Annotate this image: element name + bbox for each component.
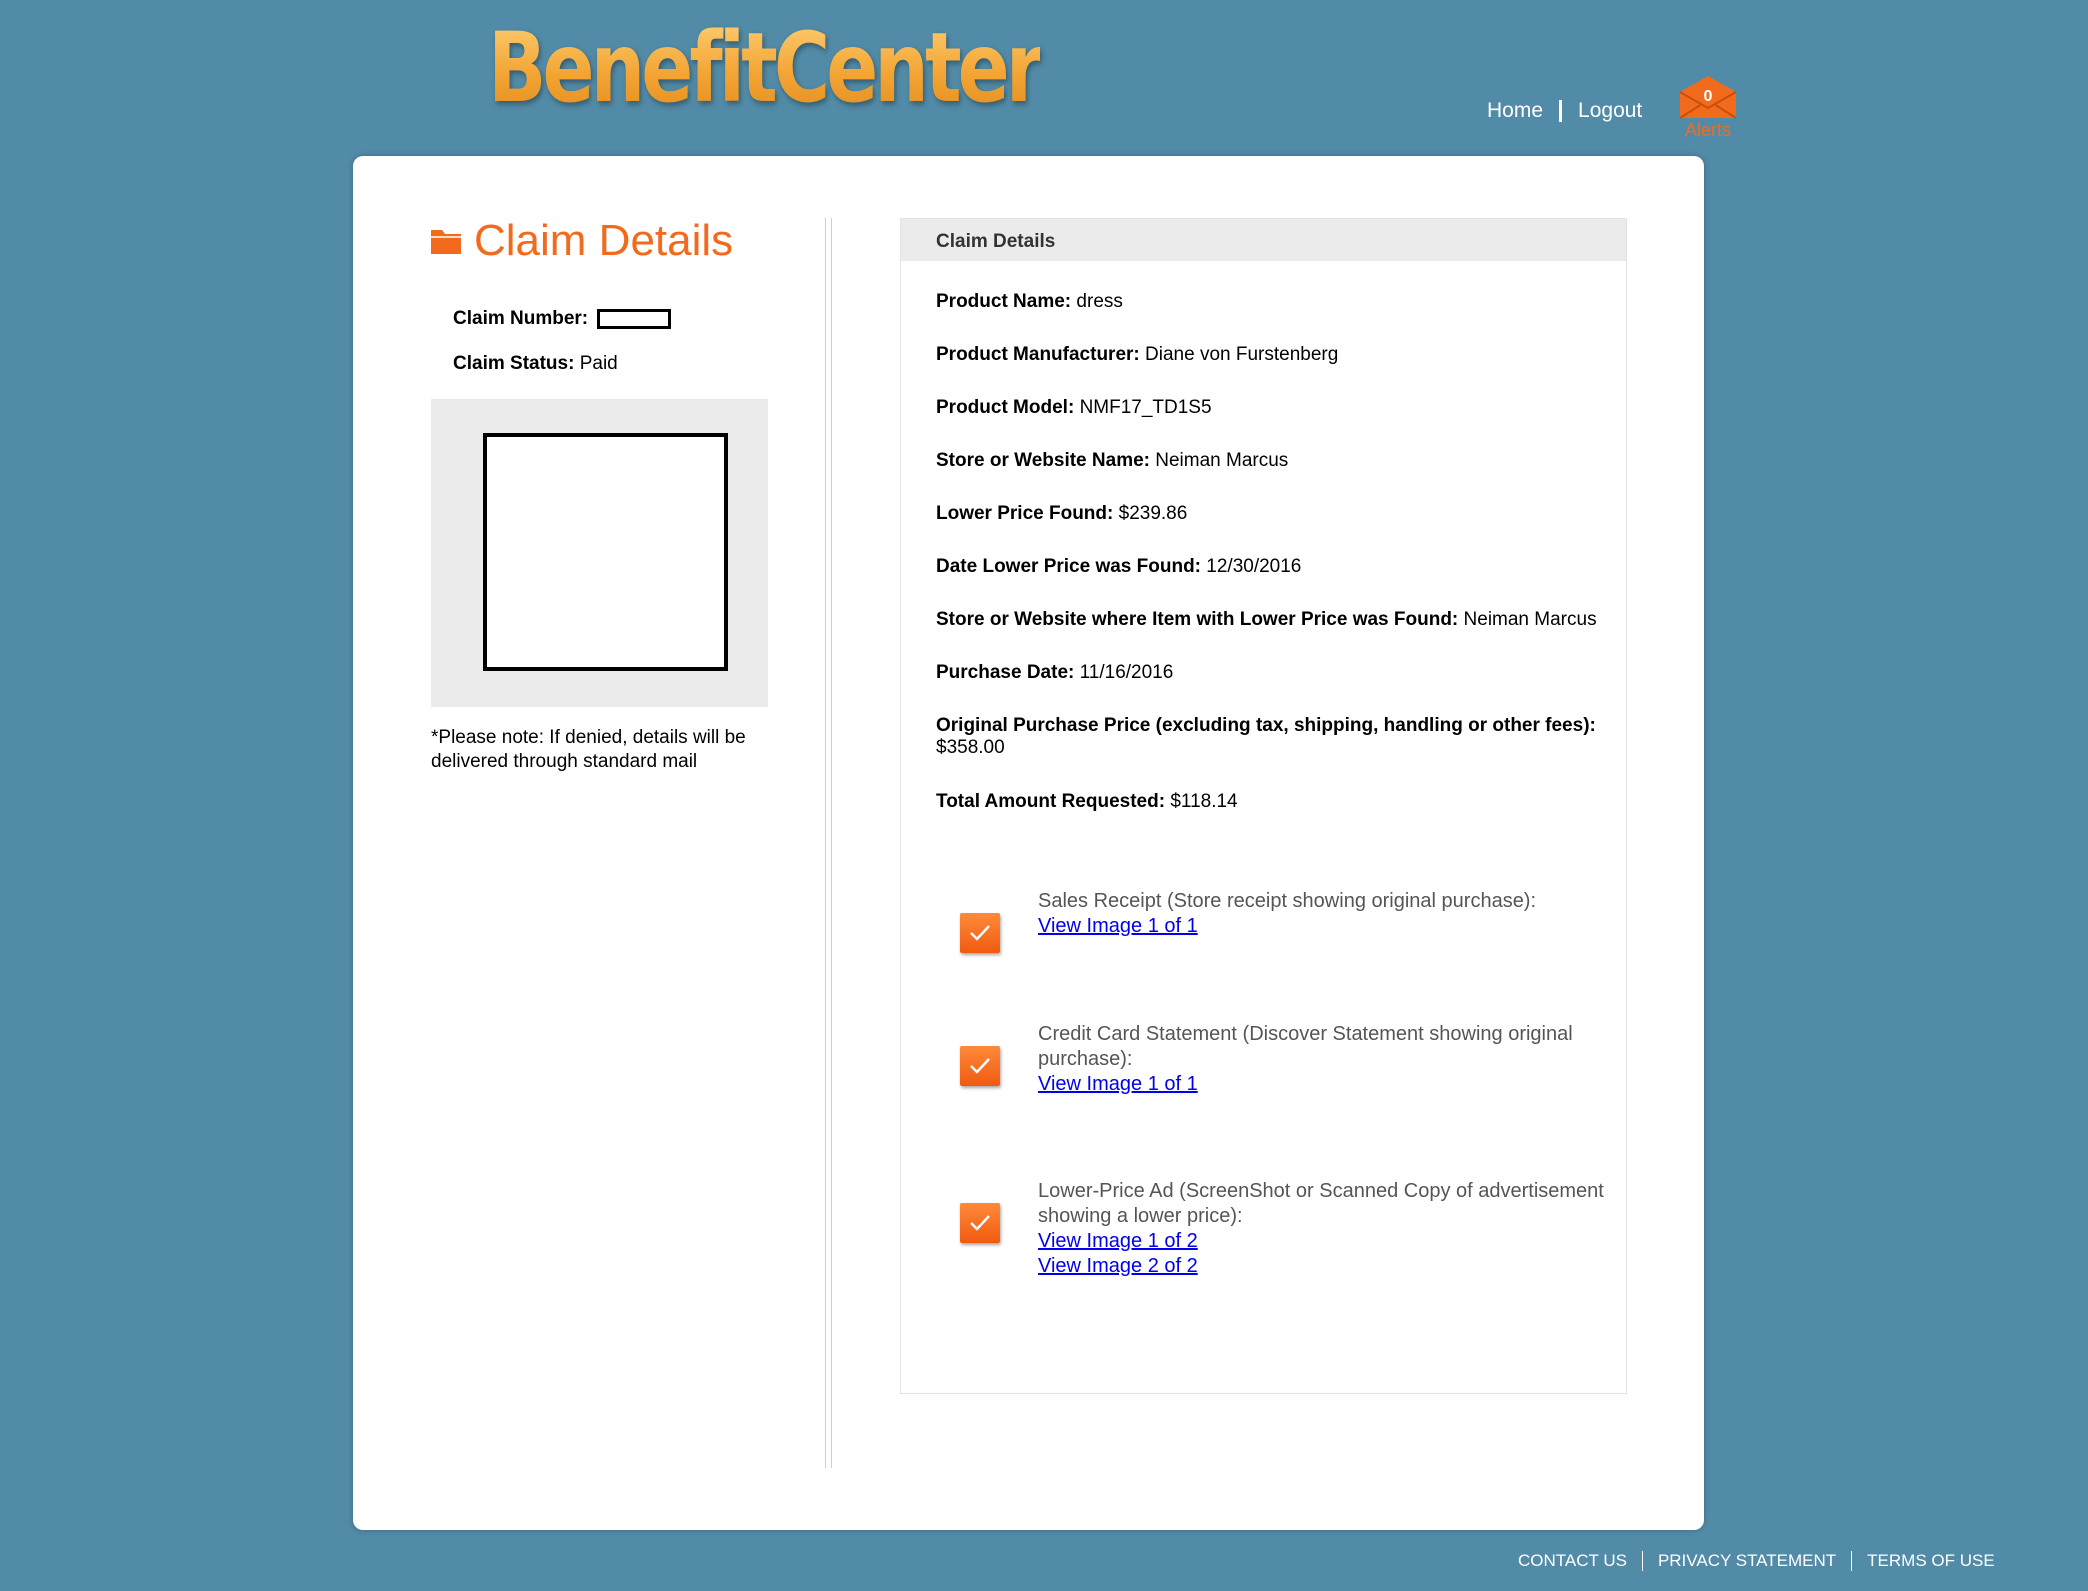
alerts-button[interactable]: [1676, 74, 1740, 144]
document-description: Sales Receipt (Store receipt showing original purchase):: [1038, 890, 1537, 912]
page-title-text: Claim Details: [474, 216, 734, 265]
field-lower-price: [936, 503, 1626, 525]
field-label: Store or Website where Item with Lower Price was Found:: [936, 609, 1459, 630]
terms-of-use-link[interactable]: TERMS OF USE: [1867, 1551, 1995, 1570]
field-value: 12/30/2016: [1206, 556, 1302, 577]
checkmark-icon: [960, 1203, 1000, 1243]
field-product-manufacturer: [936, 344, 1626, 366]
view-image-link[interactable]: View Image 2 of 2: [1038, 1255, 1198, 1277]
image-preview-box: [431, 399, 768, 707]
nav-divider: [1559, 100, 1562, 122]
claim-number-label: Claim Number:: [453, 308, 589, 329]
field-label: Original Purchase Price (excluding tax, shipping, handling or other fees):: [936, 715, 1596, 736]
document-description: Credit Card Statement (Discover Statement showing original purchase):: [1038, 1023, 1573, 1070]
field-value: NMF17_TD1S5: [1079, 397, 1212, 418]
field-purchase-date: [936, 662, 1626, 684]
field-store-name: [936, 450, 1626, 472]
field-label: Lower Price Found:: [936, 503, 1114, 524]
field-value: Diane von Furstenberg: [1145, 344, 1339, 365]
field-value: Neiman Marcus: [1155, 450, 1289, 471]
document-description: Lower-Price Ad (ScreenShot or Scanned Copy of advertisement showing a lower price):: [1038, 1180, 1604, 1227]
footer-links: [1518, 1551, 1995, 1571]
column-divider: [825, 218, 832, 1468]
field-label: Product Name:: [936, 291, 1072, 312]
logout-link[interactable]: Logout: [1578, 99, 1643, 122]
document-text: [1038, 1179, 1618, 1279]
privacy-statement-link[interactable]: PRIVACY STATEMENT: [1657, 1551, 1837, 1570]
document-text: [1038, 1022, 1618, 1097]
claim-status-value: Paid: [579, 353, 618, 374]
field-label: Store or Website Name:: [936, 450, 1150, 471]
field-value: $358.00: [936, 737, 1005, 758]
claim-status: [453, 353, 618, 375]
field-original-price: [936, 715, 1626, 759]
checkmark-icon: [960, 1046, 1000, 1086]
page-title: [430, 216, 733, 266]
view-image-link[interactable]: View Image 1 of 1: [1038, 1073, 1198, 1095]
claim-number: [453, 308, 671, 330]
denial-note: *Please note: If denied, details will be delivered through standard mail: [431, 727, 746, 772]
field-product-model: [936, 397, 1626, 419]
claim-details-header: Claim Details: [901, 219, 1626, 261]
folder-icon: [430, 227, 462, 255]
field-label: Product Model:: [936, 397, 1075, 418]
view-image-link[interactable]: View Image 1 of 1: [1038, 915, 1198, 937]
field-date-lower-price: [936, 556, 1626, 578]
alerts-label: Alerts: [1684, 120, 1731, 140]
field-label: Product Manufacturer:: [936, 344, 1140, 365]
benefitcenter-logo: BenefitCenter: [488, 12, 1040, 124]
field-lower-price-store: [936, 609, 1626, 631]
main-panel: [353, 156, 1704, 1530]
field-label: Total Amount Requested:: [936, 791, 1166, 812]
footer-divider: [1851, 1551, 1852, 1571]
field-value: $118.14: [1170, 791, 1238, 812]
document-text: [1038, 889, 1618, 939]
field-value: Neiman Marcus: [1463, 609, 1597, 630]
field-value: dress: [1076, 291, 1123, 312]
claim-number-redacted: [597, 309, 671, 329]
alerts-count: 0: [1703, 88, 1713, 105]
checkmark-icon: [960, 913, 1000, 953]
top-nav: [1487, 99, 1642, 123]
field-total-requested: [936, 791, 1626, 813]
footer-divider: [1642, 1551, 1643, 1571]
claim-status-label: Claim Status:: [453, 353, 575, 374]
field-value: $239.86: [1118, 503, 1188, 524]
view-image-link[interactable]: View Image 1 of 2: [1038, 1230, 1198, 1252]
field-value: 11/16/2016: [1079, 662, 1174, 683]
contact-us-link[interactable]: CONTACT US: [1518, 1551, 1627, 1570]
field-product-name: [936, 291, 1626, 313]
field-label: Date Lower Price was Found:: [936, 556, 1201, 577]
image-preview-placeholder: [483, 433, 728, 671]
home-link[interactable]: Home: [1487, 99, 1544, 122]
claim-details-card: [900, 218, 1627, 1394]
field-label: Purchase Date:: [936, 662, 1075, 683]
